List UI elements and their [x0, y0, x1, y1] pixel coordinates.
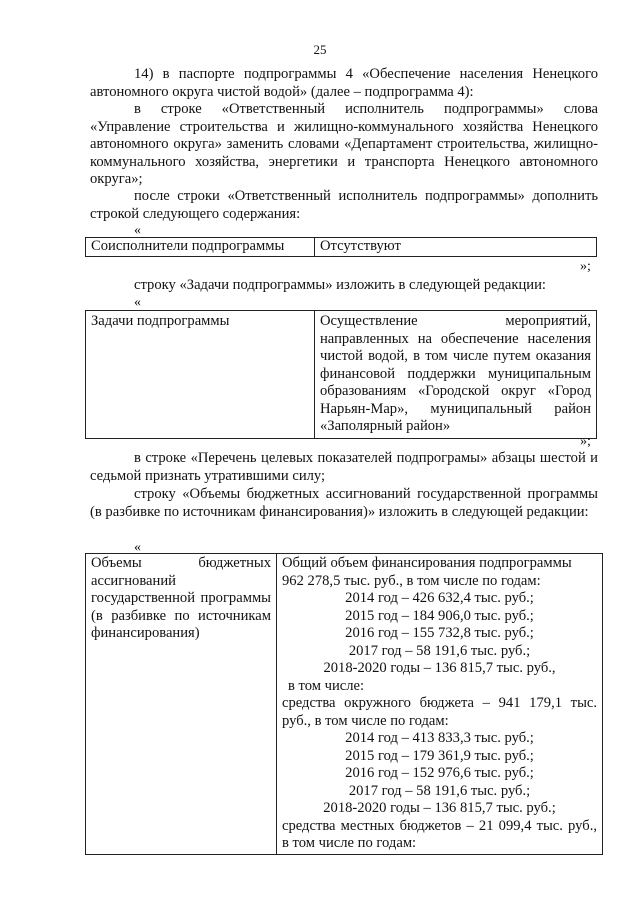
budget-instruction: строку «Объемы бюджетных ассигнований государственной программы (в разбивке по источникам финансирования)» изложить в следующей редакции:: [90, 486, 598, 520]
table-budget-label: Объемы бюджетных ассигнований государственной программы (в разбивке по источникам финансирования): [86, 554, 277, 855]
close-quote-2: »;: [580, 434, 591, 449]
open-quote-3: «: [134, 540, 141, 555]
item-14-intro: 14) в паспорте подпрограммы 4 «Обеспечение населения Ненецкого автономного округа чистой водой» (далее – подпрограмма 4):: [90, 66, 598, 100]
budget-line: 2017 год – 58 191,6 тыс. руб.;: [348, 642, 531, 659]
budget-line: 2014 год – 426 632,4 тыс. руб.;: [345, 590, 534, 606]
budget-line: 2014 год – 413 833,3 тыс. руб.;: [345, 730, 534, 746]
budget-line: 2016 год – 155 732,8 тыс. руб.;: [345, 625, 534, 641]
budget-line: 2015 год – 179 361,9 тыс. руб.;: [345, 747, 534, 764]
budget-line: в том числе:: [288, 677, 365, 694]
table-budget-value: [277, 554, 603, 855]
open-quote-1: «: [134, 223, 141, 238]
page-number: 25: [313, 42, 327, 57]
tasks-instruction: строку «Задачи подпрограммы» изложить в следующей редакции:: [134, 277, 546, 293]
table-coexecutors: [85, 237, 597, 257]
budget-line: средства местных бюджетов – 21 099,4 тыс. руб., в том числе по годам:: [282, 817, 597, 851]
budget-line: 2018-2020 годы – 136 815,7 тыс. руб.;: [323, 800, 556, 816]
close-quote-1: »;: [580, 259, 591, 274]
targets-instruction: в строке «Перечень целевых показателей подпрограмы» абзацы шестой и седьмой признать утратившими силу;: [90, 450, 598, 484]
item-14-paragraph-2: в строке «Ответственный исполнитель подпрограммы» слова «Управление строительства и жилищно-коммунального хозяйства Ненецкого автономного округа» заменить словами «Департамент строительства, жилищно-коммунального хозяйства, энергетики и транспорта Ненецкого автономного округа»;: [90, 101, 598, 187]
budget-line: 962 278,5 тыс. руб., в том числе по годам:: [282, 572, 541, 589]
budget-line: 2015 год – 184 906,0 тыс. руб.;: [345, 607, 534, 624]
budget-line: Общий объем финансирования подпрограммы: [282, 555, 572, 571]
table-budget: [85, 553, 603, 855]
table-coexecutors-label: Соисполнители подпрограммы: [86, 238, 315, 257]
open-quote-2: «: [134, 295, 141, 310]
table-coexecutors-value: Отсутствуют: [315, 238, 597, 257]
budget-line: 2017 год – 58 191,6 тыс. руб.;: [348, 782, 531, 799]
budget-line: 2016 год – 152 976,6 тыс. руб.;: [345, 765, 534, 781]
budget-line: средства окружного бюджета – 941 179,1 тыс. руб., в том числе по годам:: [282, 695, 597, 729]
table-tasks-value: Осуществление мероприятий, направленных на обеспечение населения чистой водой, в том числе путем оказания финансовой поддержки муниципальным образованиям «Городской округ «Город Нарьян-Мар», муниципальный район «Заполярный район»: [315, 311, 597, 439]
table-tasks: [85, 310, 597, 439]
table-tasks-label: Задачи подпрограммы: [86, 311, 315, 439]
budget-line: 2018-2020 годы – 136 815,7 тыс. руб.,: [323, 660, 556, 676]
item-14-paragraph-3: после строки «Ответственный исполнитель подпрограммы» дополнить строкой следующего содержания:: [90, 188, 598, 222]
